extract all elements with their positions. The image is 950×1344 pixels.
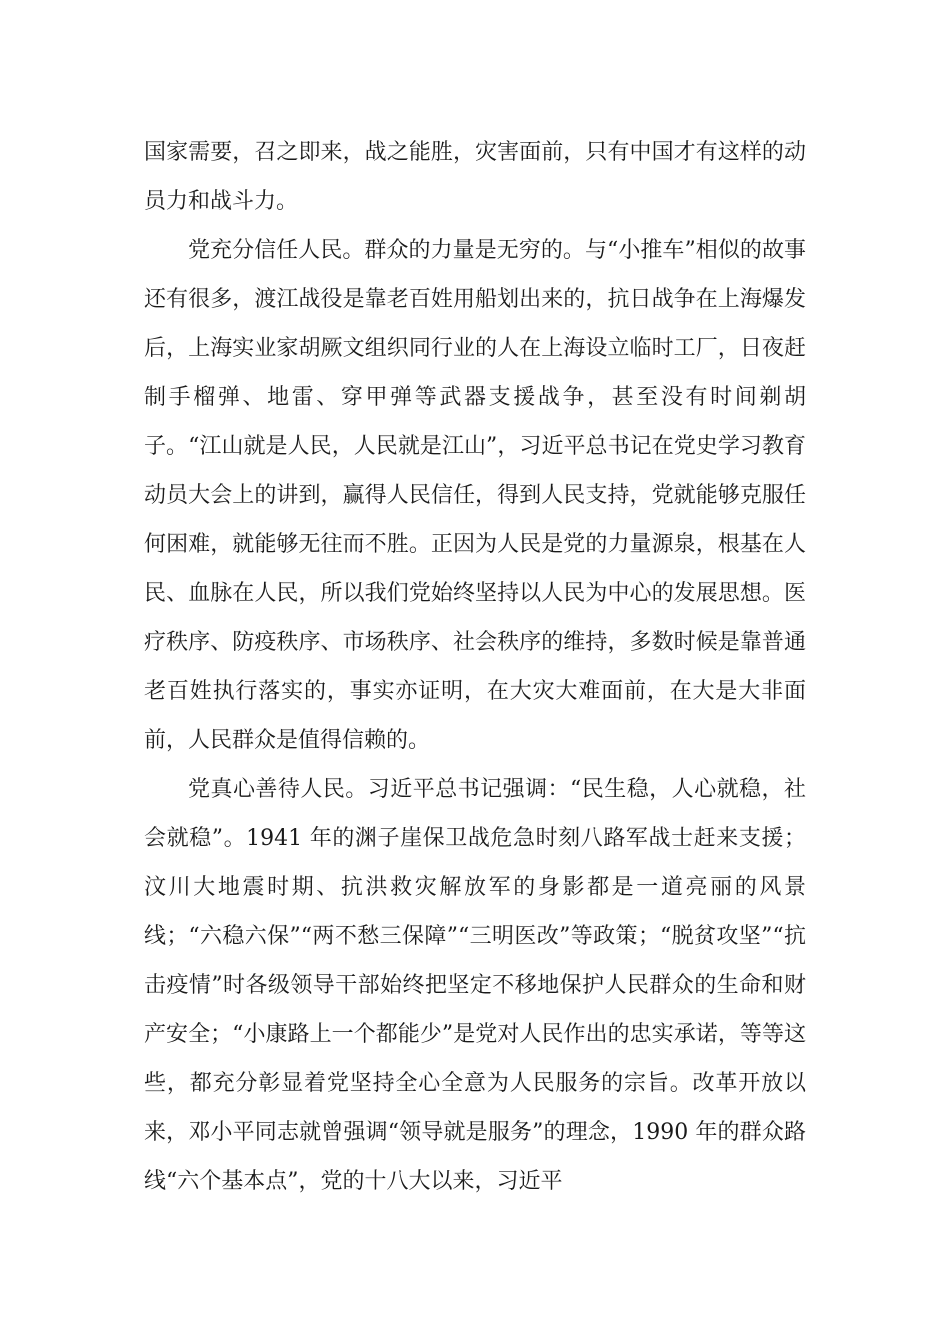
paragraph-2: 党充分信任人民。群众的力量是无穷的。与“小推车”相似的故事还有很多，渡江战役是靠老百姓用船划出来的，抗日战争在上海爆发后，上海实业家胡厥文组织同行业的人在上海设立临时工厂，日夜赶制手榴弹、地雷、穿甲弹等武器支援战争，甚至没有时间剃胡子。“江山就是人民，人民就是江山”，习近平总书记在党史学习教育动员大会上的讲到，赢得人民信任，得到人民支持，党就能够克服任何困难，就能够无往而不胜。正因为人民是党的力量源泉，根基在人民、血脉在人民，所以我们党始终坚持以人民为中心的发展思想。医疗秩序、防疫秩序、市场秩序、社会秩序的维持，多数时候是靠普通老百姓执行落实的，事实亦证明，在大灾大难面前，在大是大非面前，人民群众是值得信赖的。 [144, 238, 806, 753]
paragraph-3: 党真心善待人民。习近平总书记强调：“民生稳，人心就稳，社会就稳”。1941 年的渊子崖保卫战危急时刻八路军战士赶来支援；汶川大地震时期、抗洪救灾解放军的身影都是一道亮丽的风景线；“六稳六保”“两不愁三保障”“三明医改”等政策；“脱贫攻坚”“抗击疫情”时各级领导干部始终把坚定不移地保护人民群众的生命和财产安全；“小康路上一个都能少”是党对人民作出的忠实承诺，等等这些，都充分彰显着党坚持全心全意为人民服务的宗旨。改革开放以来，邓小平同志就曾强调“领导就是服务”的理念，1990 年的群众路线“六个基本点”，党的十八大以来，习近平 [144, 777, 806, 1194]
paragraph-1: 国家需要，召之即来，战之能胜，灾害面前，只有中国才有这样的动员力和战斗力。 [144, 140, 806, 214]
document-body [144, 128, 806, 1206]
